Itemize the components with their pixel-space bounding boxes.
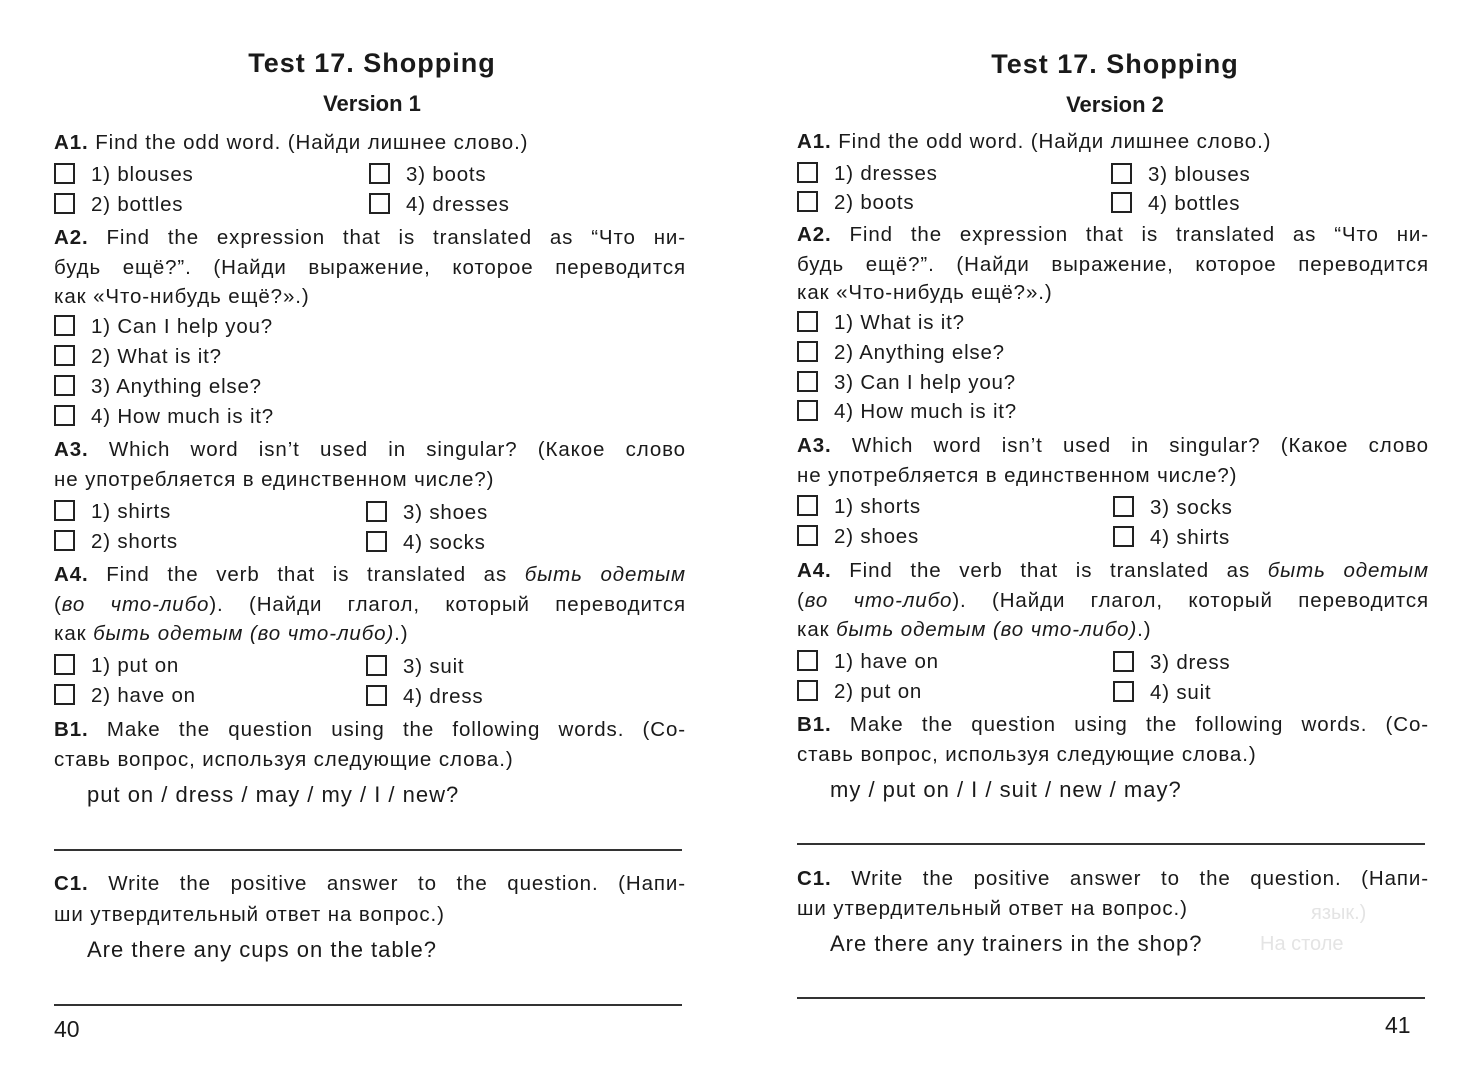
checkbox[interactable] (366, 501, 387, 522)
option-label: 4) How much is it? (91, 405, 275, 428)
option-label: 4) bottles (1148, 192, 1241, 215)
checkbox[interactable] (1113, 681, 1134, 702)
question-b1 (797, 715, 1429, 736)
option-label: 4) How much is it? (834, 400, 1018, 423)
option-label: 1) shirts (91, 500, 172, 523)
version-heading: Version 1 (323, 91, 421, 116)
question-label: C1. (54, 872, 89, 895)
option-label: 4) suit (1150, 681, 1212, 704)
question-a2-line-3: как «Что-нибудь ещё?».) (54, 285, 310, 308)
question-label: C1. (797, 867, 832, 890)
option-label: 3) blouses (1148, 163, 1251, 186)
checkbox[interactable] (366, 685, 387, 706)
a1-option-1[interactable] (54, 163, 194, 186)
question-text: Find the verb that is translated as (849, 559, 1251, 582)
page-number: 41 (1385, 1012, 1411, 1038)
question-text: Find the verb that is translated as (106, 563, 508, 586)
question-text: Make the question using the following words. (Со- (106, 718, 686, 741)
a1-option-3[interactable] (1111, 163, 1251, 186)
checkbox[interactable] (797, 371, 818, 392)
question-text: Write the positive answer to the question. (Напи- (851, 867, 1429, 890)
a4-option-3[interactable] (366, 655, 464, 678)
question-label: A2. (797, 223, 832, 246)
checkbox[interactable] (369, 163, 390, 184)
paren: .) (1137, 618, 1152, 641)
a1-option-3[interactable] (369, 163, 486, 186)
question-text: как (54, 622, 87, 645)
a1-option-2[interactable] (797, 191, 914, 214)
question-label: A2. (54, 226, 89, 249)
a2-option-1[interactable] (54, 315, 273, 338)
checkbox[interactable] (54, 405, 75, 426)
question-a3-line-2: не употребляется в единственном числе?) (54, 468, 495, 491)
question-text: Find the expression that is translated as “Что ни- (106, 226, 686, 249)
question-a2 (797, 225, 1429, 246)
page-number: 40 (54, 1016, 80, 1042)
bleed-through-text: язык.) (1311, 902, 1367, 924)
option-label: 3) Anything else? (91, 375, 262, 398)
option-label: 2) shoes (834, 525, 920, 548)
checkbox[interactable] (797, 311, 818, 332)
a2-option-3[interactable] (797, 371, 1016, 394)
a3-option-1[interactable] (797, 495, 921, 518)
word-prompt: my / put on / I / suit / new / may? (830, 777, 1182, 802)
question-a2-line-2: будь ещё?”. (Найди выражение, которое переводится (54, 256, 686, 279)
version-heading: Version 2 (1066, 92, 1164, 117)
checkbox[interactable] (1113, 496, 1134, 517)
a3-option-4[interactable] (1113, 526, 1230, 549)
a2-option-3[interactable] (54, 375, 262, 398)
option-label: 3) Can I help you? (834, 371, 1016, 394)
question-text: Find the expression that is translated as “Что ни- (849, 223, 1429, 246)
a1-option-1[interactable] (797, 162, 938, 185)
question-a4 (54, 565, 686, 586)
question-text: Which word isn’t used in singular? (Какое слово (108, 438, 686, 461)
question-a2-line-3: как «Что-нибудь ещё?».) (797, 281, 1053, 304)
checkbox[interactable] (54, 654, 75, 675)
question-b1 (54, 720, 686, 741)
option-label: 1) put on (91, 654, 180, 677)
a4-option-2[interactable] (797, 680, 922, 703)
question-label: A3. (797, 434, 832, 457)
question-prompt: Are there any trainers in the shop? (830, 931, 1203, 956)
a2-option-1[interactable] (797, 311, 965, 334)
checkbox[interactable] (54, 684, 75, 705)
option-label: 2) shorts (91, 530, 178, 553)
checkbox[interactable] (797, 341, 818, 362)
a2-option-2[interactable] (54, 345, 222, 368)
checkbox[interactable] (1113, 651, 1134, 672)
answer-line[interactable] (797, 843, 1425, 845)
a3-option-4[interactable] (366, 531, 486, 554)
a2-option-4[interactable] (797, 400, 1017, 423)
option-label: 1) have on (834, 650, 939, 673)
bleed-through-text: На столе (1260, 933, 1344, 955)
checkbox[interactable] (797, 191, 818, 212)
option-label: 4) dress (403, 685, 484, 708)
question-a4 (797, 561, 1429, 582)
russian-term: быть одетым (1267, 559, 1429, 582)
word-prompt: put on / dress / may / my / I / new? (87, 782, 460, 807)
russian-term: быть одетым (во что-либо) (93, 622, 395, 645)
option-label: 2) Anything else? (834, 341, 1005, 364)
checkbox[interactable] (797, 525, 818, 546)
a3-option-3[interactable] (1113, 496, 1233, 519)
question-prompt: Are there any cups on the table? (87, 937, 437, 962)
russian-term: быть одетым (524, 563, 686, 586)
checkbox[interactable] (797, 400, 818, 421)
a4-option-3[interactable] (1113, 651, 1230, 674)
a1-option-4[interactable] (369, 193, 510, 216)
russian-term: во что-либо (804, 589, 953, 612)
checkbox[interactable] (797, 680, 818, 701)
option-label: 3) boots (406, 163, 487, 186)
option-label: 3) shoes (403, 501, 489, 524)
question-a2-line-2: будь ещё?”. (Найди выражение, которое переводится (797, 253, 1429, 276)
checkbox[interactable] (366, 655, 387, 676)
option-label: 1) dresses (834, 162, 938, 185)
question-text: как (797, 618, 830, 641)
option-label: 3) dress (1150, 651, 1231, 674)
option-label: 4) socks (403, 531, 486, 554)
paren: ( (54, 593, 62, 616)
question-c1-line-2: ши утвердительный ответ на вопрос.) (797, 897, 1188, 920)
russian-term: быть одетым (во что-либо) (836, 618, 1138, 641)
question-label: A1. (54, 131, 89, 154)
checkbox[interactable] (797, 162, 818, 183)
a4-option-1[interactable] (54, 654, 179, 677)
question-text: Find the odd word. (Найди лишнее слово.) (838, 130, 1272, 153)
question-c1 (797, 869, 1429, 890)
a2-option-4[interactable] (54, 405, 274, 428)
checkbox[interactable] (54, 375, 75, 396)
checkbox[interactable] (1111, 163, 1132, 184)
option-label: 1) Can I help you? (91, 315, 273, 338)
a1-option-4[interactable] (1111, 192, 1240, 215)
option-label: 2) put on (834, 680, 923, 703)
checkbox[interactable] (1113, 526, 1134, 547)
option-label: 2) What is it? (91, 345, 222, 368)
option-label: 2) bottles (91, 193, 184, 216)
question-a4-line-2 (797, 591, 1429, 612)
question-c1 (54, 874, 686, 895)
question-label: A4. (54, 563, 89, 586)
checkbox[interactable] (797, 495, 818, 516)
paren: ( (797, 589, 805, 612)
option-label: 4) dresses (406, 193, 510, 216)
question-a3 (54, 440, 686, 461)
test-title: Test 17. Shopping (248, 48, 496, 78)
question-text: Find the odd word. (Найди лишнее слово.) (95, 131, 529, 154)
question-c1-line-2: ши утвердительный ответ на вопрос.) (54, 903, 445, 926)
option-label: 2) boots (834, 191, 915, 214)
a4-option-1[interactable] (797, 650, 939, 673)
a3-option-3[interactable] (366, 501, 488, 524)
checkbox[interactable] (54, 345, 75, 366)
question-a1 (797, 132, 1429, 153)
question-text: Write the positive answer to the question. (Напи- (108, 872, 686, 895)
checkbox[interactable] (54, 193, 75, 214)
option-label: 1) blouses (91, 163, 194, 186)
question-label: A1. (797, 130, 832, 153)
answer-line[interactable] (54, 1004, 682, 1006)
question-label: B1. (797, 713, 832, 736)
question-text: Make the question using the following words. (Со- (849, 713, 1429, 736)
question-text: ). (Найди глагол, который переводится (209, 593, 686, 616)
checkbox[interactable] (366, 531, 387, 552)
question-a3-line-2: не употребляется в единственном числе?) (797, 464, 1238, 487)
question-label: A3. (54, 438, 89, 461)
question-label: A4. (797, 559, 832, 582)
question-text: Which word isn’t used in singular? (Какое слово (851, 434, 1429, 457)
question-b1-line-2: ставь вопрос, используя следующие слова.) (797, 743, 1257, 766)
a3-option-1[interactable] (54, 500, 171, 523)
question-a4-line-3 (54, 624, 686, 645)
checkbox[interactable] (54, 530, 75, 551)
a3-option-2[interactable] (797, 525, 919, 548)
a4-option-2[interactable] (54, 684, 196, 707)
a4-option-4[interactable] (1113, 681, 1211, 704)
checkbox[interactable] (54, 500, 75, 521)
a2-option-2[interactable] (797, 341, 1005, 364)
option-label: 3) suit (403, 655, 465, 678)
question-a3 (797, 436, 1429, 457)
test-title: Test 17. Shopping (991, 49, 1239, 79)
option-label: 4) shirts (1150, 526, 1231, 549)
question-a4-line-2 (54, 595, 686, 616)
right-page (795, 0, 1435, 1080)
checkbox[interactable] (54, 315, 75, 336)
option-label: 1) What is it? (834, 311, 965, 334)
checkbox[interactable] (1111, 192, 1132, 213)
checkbox[interactable] (369, 193, 390, 214)
question-label: B1. (54, 718, 89, 741)
paren: .) (394, 622, 409, 645)
answer-line[interactable] (54, 849, 682, 851)
checkbox[interactable] (54, 163, 75, 184)
left-page (52, 0, 692, 1080)
question-a4-line-3 (797, 620, 1429, 641)
question-b1-line-2: ставь вопрос, используя следующие слова.) (54, 748, 514, 771)
checkbox[interactable] (797, 650, 818, 671)
option-label: 3) socks (1150, 496, 1233, 519)
a1-option-2[interactable] (54, 193, 183, 216)
question-text: ). (Найди глагол, который переводится (952, 589, 1429, 612)
answer-line[interactable] (797, 997, 1425, 999)
option-label: 1) shorts (834, 495, 921, 518)
russian-term: во что-либо (61, 593, 210, 616)
a3-option-2[interactable] (54, 530, 178, 553)
option-label: 2) have on (91, 684, 196, 707)
a4-option-4[interactable] (366, 685, 483, 708)
question-a2 (54, 228, 686, 249)
question-a1 (54, 133, 686, 154)
